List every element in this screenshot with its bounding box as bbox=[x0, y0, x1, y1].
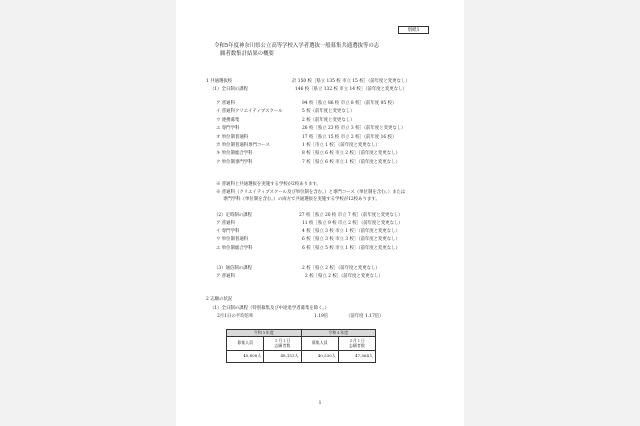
section1-total: 計 150 校［県立 135 校 市立 15 校］（前年度と変更なし） bbox=[292, 79, 410, 84]
course-count: 2 校［県立 2 校］（前年度と変更なし） bbox=[305, 274, 383, 279]
page-number: 1 bbox=[318, 401, 322, 406]
section2-heading: 2 志願の状況 bbox=[206, 297, 233, 302]
course-name: ア 普通科 bbox=[216, 101, 235, 106]
table-subheader-row bbox=[227, 337, 376, 351]
document-title-line-1: 令和5年度神奈川県公立高等学校入学者選抜一般募集共通選抜等の志 bbox=[214, 43, 380, 49]
rate-label: 2月1日の平均倍率 bbox=[217, 314, 254, 319]
applicant-table bbox=[226, 329, 376, 363]
course-name: キ 単位制総合学科 bbox=[216, 151, 253, 157]
course-count: 11 校［県立 9 校 市立 2 校］（前年度と変更なし） bbox=[302, 221, 403, 226]
course-name: ア 普通科 bbox=[216, 221, 235, 226]
section1-sub1-count: 146 校［県立 132 校 市立 14 校］（前年度と変更なし） bbox=[295, 87, 407, 92]
section2-sub1: （1）全日制の課程（特別募集及び中途退学者募集を除く。） bbox=[210, 306, 330, 311]
col-capacity-prev: 募集人員 bbox=[301, 337, 338, 351]
col-applicants-prev: ２月１日 志願者数 bbox=[338, 337, 375, 351]
course-count: 6 校［県立 5 校 市立 1 校］（前年度と変更なし） bbox=[302, 245, 400, 251]
course-name: イ 専門学科 bbox=[216, 229, 240, 235]
course-name: ウ 単位制普通科 bbox=[216, 237, 249, 243]
header-previous-year: 令和４年度 bbox=[301, 330, 376, 337]
note-line-1: ※ 普通科と共通選抜を実施する学校が2校あります。 bbox=[216, 182, 321, 187]
applicants-prev: 47,564人 bbox=[338, 351, 375, 363]
course-count: 94 校［県立 86 校 市立 8 校］（前年度 95 校） bbox=[302, 101, 397, 106]
course-count: 5 校（前年度と変更なし） bbox=[302, 109, 355, 115]
section1-sub2-label: （2）定時制の課程 bbox=[214, 213, 252, 218]
course-count: 2 校（前年度と変更なし） bbox=[302, 117, 355, 123]
document-page bbox=[176, 0, 464, 426]
course-name: ア 普通科 bbox=[216, 274, 235, 279]
section1-sub2-count: 27 校［県立 20 校 市立 7 校］（前年度と変更なし） bbox=[299, 213, 403, 218]
course-count: 7 校［県立 6 校 市立 1 校］（前年度と変更なし） bbox=[302, 159, 400, 165]
table-header-row bbox=[227, 330, 376, 337]
capacity-current: 40,808人 bbox=[227, 351, 264, 363]
document-title-line-2: 願者数集計結果の概要 bbox=[220, 51, 274, 57]
course-name: ク 単位制専門学科 bbox=[216, 159, 253, 165]
section1-sub1-label: （1）全日制の課程 bbox=[210, 87, 248, 92]
note-line-2: ※ 普通科（クリエイティブスクール及び単位制を含む。）と専門コース（単位制を含む。）または bbox=[216, 190, 406, 195]
note-line-3: 専門学科（単位制を含む。）の両方で共通選抜を実施する学校が12校あります。 bbox=[223, 197, 380, 202]
course-name: イ 普通科クリエイティブスクール bbox=[216, 109, 283, 115]
section1-heading: 1 共通選抜校 bbox=[206, 79, 233, 84]
course-name: エ 単位制総合学科 bbox=[216, 245, 253, 251]
course-name: カ 単位制普通科専門コース bbox=[216, 143, 270, 148]
course-name: オ 単位制普通科 bbox=[216, 134, 249, 140]
section1-sub3-label: （3）通信制の課程 bbox=[214, 266, 252, 271]
col-applicants-current: ２月１日 志願者数 bbox=[264, 337, 301, 351]
course-name: エ 専門学科 bbox=[216, 126, 240, 132]
course-count: 6 校［県立 3 校 市立 3 校］（前年度と変更なし） bbox=[302, 237, 400, 243]
capacity-prev: 40,530人 bbox=[301, 351, 338, 363]
course-name: ウ 連携募集 bbox=[216, 117, 240, 123]
table-row bbox=[227, 351, 376, 363]
course-count: 8 校［県立 6 校 市立 2 校］（前年度と変更なし） bbox=[302, 151, 400, 157]
course-count: 26 校［県立 23 校 市立 3 校］（前年度と変更なし） bbox=[302, 126, 406, 132]
applicants-current: 48,153人 bbox=[264, 351, 301, 363]
section1-sub3-count: 2 校［県立 2 校］（前年度と変更なし） bbox=[302, 266, 380, 271]
course-count: 4 校［県立 3 校 市立 1 校］（前年度と変更なし） bbox=[302, 229, 400, 235]
col-capacity-current: 募集人員 bbox=[227, 337, 264, 351]
rate-value: 1.19倍 bbox=[314, 314, 329, 319]
course-count: 1 校［市立 1 校］（前年度と変更なし） bbox=[302, 143, 380, 148]
attachment-label: 別紙1 bbox=[398, 26, 429, 34]
rate-previous: （前年度 1.17倍） bbox=[346, 314, 384, 319]
course-count: 17 校［県立 15 校 市立 2 校］（前年度 16 校） bbox=[302, 134, 397, 140]
header-current-year: 令和５年度 bbox=[227, 330, 302, 337]
